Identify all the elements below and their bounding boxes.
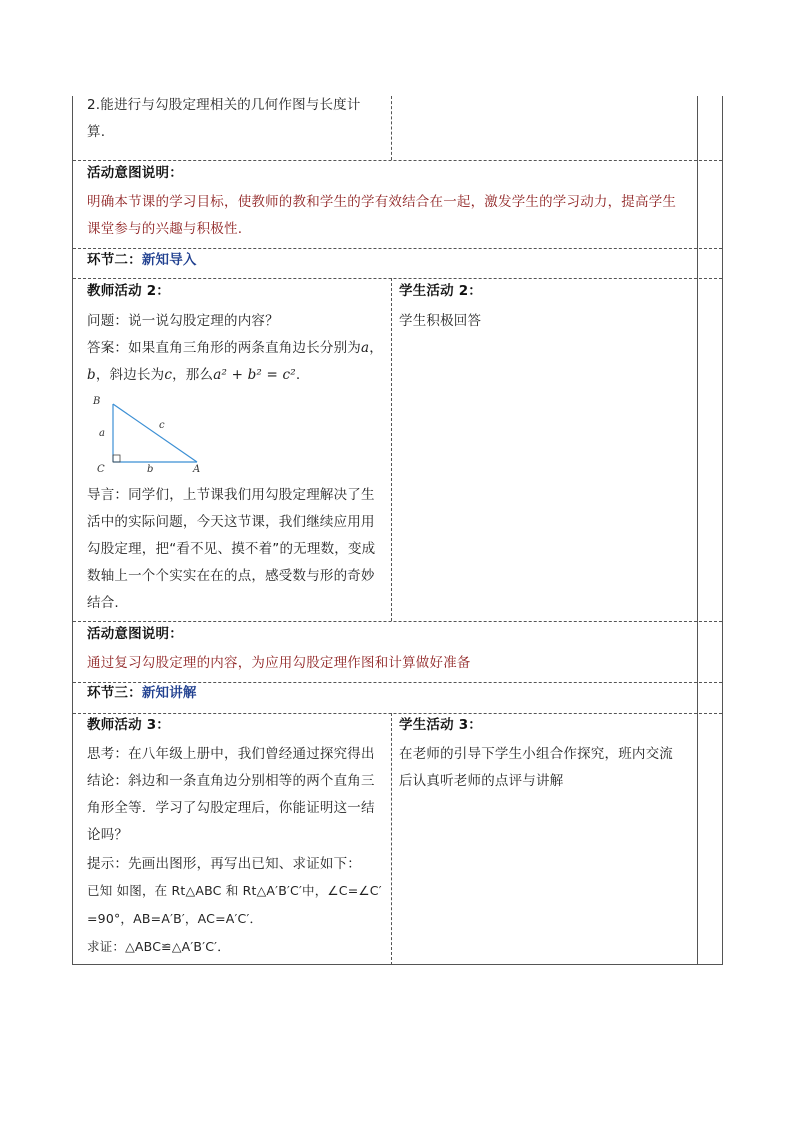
pythagorean-formula: a² + b² = c² [213,367,296,383]
intent1-line-2: 课堂参与的兴趣与积极性. [87,221,243,237]
label-A: A [193,464,201,474]
think-line: 角形全等．学习了勾股定理后，你能证明这一结 [87,800,375,816]
intent1-heading: 活动意图说明： [87,165,183,181]
intent2-text: 通过复习勾股定理的内容，为应用勾股定理作图和计算做好准备 [87,655,471,671]
side-c-line [113,404,197,462]
outer-right-rule [697,96,698,965]
var-c: c [164,367,173,383]
var-b: b [87,367,96,383]
intent1-line-1: 明确本节课的学习目标，使教师的教和学生的学有效结合在一起，激发学生的学习动力，提高学生 [87,194,677,210]
student3-text [399,741,673,795]
student3-heading: 学生活动 3： [399,717,482,733]
think-line: 论吗？ [87,827,129,843]
student3-line: 在老师的引导下学生小组合作探究，班内交流 [399,746,673,762]
intro-line: 数轴上一个个实实在在的点，感受数与形的奇妙 [87,568,375,584]
right-angle-mark [113,455,120,462]
section2-name: 新知导入 [141,252,197,268]
goal-text [87,92,361,146]
label-side-b: b [147,464,154,474]
student2-heading: 学生活动 2： [399,283,482,299]
teacher3-think [87,741,375,849]
column-divider [391,96,392,160]
teacher3-known-line1: 已知 如图，在 Rt△ABC 和 Rt△A′B′C′中，∠C=∠C′ [87,883,382,898]
teacher3-hint: 提示：先画出图形，再写出已知、求证如下： [87,856,361,872]
intro-line: 导言：同学们，上节课我们用勾股定理解决了生 [87,487,375,503]
intro-line: 结合. [87,595,119,611]
teacher3-prove: 求证：△ABC≌△A′B′C′． [87,939,230,954]
student3-line: 后认真听老师的点评与讲解 [399,773,564,789]
goal-line-2: 算. [87,124,106,140]
var-a: a [361,340,370,356]
lesson-table [72,96,723,965]
teacher2-intro [87,482,375,617]
teacher2-answer-line1: 答案：如果直角三角形的两条直角边长分别为a， [87,340,383,356]
think-line: 思考：在八年级上册中，我们曾经通过探究得出 [87,746,375,762]
row-divider [73,713,722,714]
teacher2-answer-line2: b，斜边长为c，那么a² + b² = c². [87,367,301,383]
label-C: C [97,464,105,474]
label-side-a: a [99,428,105,439]
goal-line-1: 2.能进行与勾股定理相关的几何作图与长度计 [87,97,361,113]
section2-title [87,247,197,274]
section3-name: 新知讲解 [141,685,197,701]
section3-title [87,680,197,707]
intent2-heading: 活动意图说明： [87,626,183,642]
label-B: B [93,396,101,407]
column-divider [391,278,392,621]
teacher2-heading: 教师活动 2： [87,283,170,299]
column-divider [391,713,392,965]
intro-line: 勾股定理，把“看不见、摸不着”的无理数，变成 [87,541,376,557]
student2-text: 学生积极回答 [399,313,482,329]
think-line: 结论：斜边和一条直角边分别相等的两个直角三 [87,773,375,789]
intent1-text [87,189,676,243]
label-side-c: c [159,420,165,431]
teacher3-known-line2: =90°，AB=A′B′，AC=A′C′． [87,911,263,926]
intro-line: 活中的实际问题，今天这节课，我们继续应用用 [87,514,375,530]
teacher2-question: 问题：说一说勾股定理的内容？ [87,313,279,329]
right-triangle-figure [87,392,217,474]
section2-label: 环节二： [87,252,142,268]
teacher3-heading: 教师活动 3： [87,717,170,733]
section3-label: 环节三： [87,685,142,701]
row-divider [73,278,722,279]
